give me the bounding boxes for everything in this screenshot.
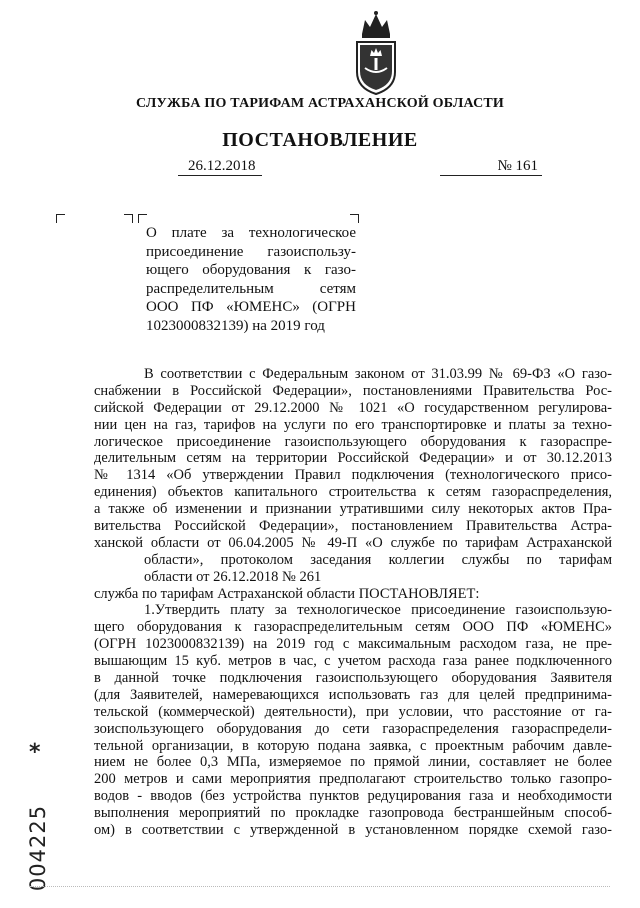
corner-mark [56,214,65,223]
body-line: водов - вводов (без устройства пунктов редуцирования газа и необходимости [94,788,612,805]
subject-line: распределительным сетям [146,280,356,297]
body-line: служба по тарифам Астраханской области ПОСТАНОВЛЯЕТ: [94,585,480,602]
document-date: 26.12.2018 [178,158,262,176]
body-line: снабжении в Российской Федерации», постановлениями Правительства Рос- [94,382,612,399]
body-line: № 1314 «Об утверждении Правил подключения (технологического присо- [94,467,612,484]
corner-mark [124,214,133,223]
subject-line: присоединение газоиспользу- [146,243,356,260]
body-line: в данной точке подключения газоиспользующего оборудования Заявителя [94,670,612,687]
body-line: логическое присоединение газоиспользующего оборудования к газораспре- [94,433,612,450]
document-subject [146,224,356,336]
body-line: тельной организации, в которую подана заявка, с проектным рабочим давле- [94,737,612,754]
corner-mark [350,214,359,223]
body-line: ханской области от 06.04.2005 № 49-П «О службе по тарифам Астраханской [94,534,612,551]
body-line: сийской Федерации от 29.12.2000 № 1021 «О государственном регулирова- [94,399,612,416]
body-line: В соответствии с Федеральным законом от 31.03.99 № 69-ФЗ «О газо- [144,366,612,382]
subject-line: 1023000832139) на 2019 год [146,317,325,334]
body-line: а также об изменении и признании утратившими силу некоторых актов Пра- [94,501,612,518]
page-bottom-divider [30,886,610,887]
subject-line: ООО ПФ «ЮМЕНС» (ОГРН [146,299,356,316]
body-line: нии цен на газ, тарифов на услуги по его транспортировке и платы за техно- [94,416,612,433]
body-line: 200 метров и сами мероприятия предполагают строительство только газопро- [94,771,612,788]
body-line: (ОГРН 1023000832139) на 2019 год с максимальным расходом газа, не пре- [94,636,612,653]
body-line: вительства Российской Федерации», постановлением Правительства Астра- [94,518,612,535]
body-line: выполнения мероприятий по прокладке газопровода бестраншейным способ- [94,805,612,822]
document-type-title: ПОСТАНОВЛЕНИЕ [222,129,418,151]
agency-title: СЛУЖБА ПО ТАРИФАМ АСТРАХАНСКОЙ ОБЛАСТИ [135,96,505,111]
body-line: ом) в соответствии с утвержденной в установленном порядке схемой газо- [94,822,612,839]
corner-mark [138,214,147,223]
stamp-mark: * [29,740,41,765]
coat-of-arms-icon [352,10,400,96]
body-line: области», протоколом заседания коллегии службы по тарифам [144,551,612,568]
body-line: (для Заявителей, намеревающихся использовать газ для целей предпринима- [94,686,612,703]
body-line: щего оборудования к газораспределительным сетям ООО ПФ «ЮМЕНС» [94,619,612,636]
body-line: зоиспользующего оборудования до сети газораспределения газораспредели- [94,720,612,737]
stamp-number: 004225 [26,804,50,892]
body-line: единения) объектов капитального строительства к сетям газораспределения, [94,484,612,501]
registration-stamp [26,740,48,890]
body-line: делительным сетям на территории Российской Федерации» и от 30.12.2013 [94,450,612,467]
subject-line: О плате за технологическое [146,225,356,241]
body-line: вышающим 15 куб. метров в час, с учетом расхода газа ранее подключенного [94,653,612,670]
body-line: нием не более 0,3 МПа, измеряемое по прямой линии, составляет не более [94,754,612,771]
body-line: области от 26.12.2018 № 261 [144,568,322,585]
body-line: 1.Утвердить плату за технологическое присоединение газоиспользую- [144,602,612,619]
subject-line: ющего оборудования к газо- [146,262,356,279]
document-body [94,366,612,839]
body-line: тельской (коммерческой) деятельности), при условии, что расстояние от га- [94,703,612,720]
document-number: № 161 [440,158,542,176]
